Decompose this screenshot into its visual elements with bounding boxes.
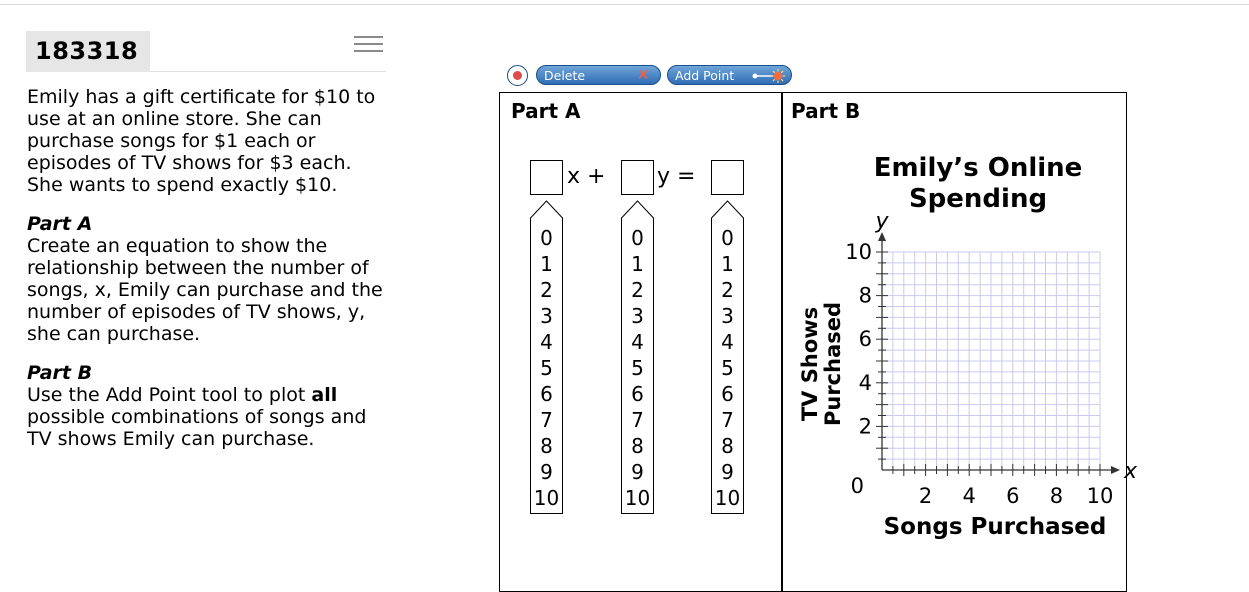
y-tick-label: 10: [845, 240, 872, 264]
spinner-option[interactable]: 6: [721, 382, 734, 406]
spinner-option[interactable]: 4: [721, 330, 734, 354]
x-tick-label: 10: [1086, 484, 1114, 508]
y-tick-label: 6: [858, 327, 872, 352]
spinner-option[interactable]: 3: [540, 304, 553, 328]
add-point-button[interactable]: [667, 65, 792, 85]
spinner-option[interactable]: 2: [631, 278, 644, 302]
part-b-text-pre: Use the Add Point tool to plot: [27, 384, 312, 406]
spinner-option[interactable]: 0: [540, 226, 553, 250]
spinner-option[interactable]: 10: [714, 486, 741, 510]
item-id: 183318: [26, 31, 150, 72]
x-tick-label: 2: [918, 484, 933, 508]
spinner-option[interactable]: 1: [631, 252, 644, 276]
spinner-option[interactable]: 9: [540, 460, 553, 484]
chart-title-line-1: Emily’s Online: [873, 153, 1083, 183]
chart-title-line-2: Spending: [908, 184, 1048, 214]
top-divider: [0, 4, 1249, 5]
hamburger-menu-icon[interactable]: [354, 36, 383, 54]
spinner-option[interactable]: 8: [631, 434, 644, 458]
part-b-text-bold: all: [311, 384, 338, 406]
question-stem: [27, 86, 392, 450]
spinner-option[interactable]: 4: [540, 330, 553, 354]
spinner-option[interactable]: 7: [631, 408, 644, 432]
x-tick-label: 8: [1049, 484, 1064, 508]
panel-divider: [781, 92, 783, 592]
spinner-option[interactable]: 6: [631, 382, 644, 406]
spinner-up-arrow-icon[interactable]: [621, 200, 654, 226]
spinner-option[interactable]: 7: [540, 408, 553, 432]
delete-label: Delete: [544, 68, 586, 83]
add-point-icon: [751, 68, 787, 84]
delete-button[interactable]: [536, 65, 661, 85]
part-b-text: [27, 384, 392, 450]
spinner-option[interactable]: 3: [721, 304, 734, 328]
spinner-option[interactable]: 6: [540, 382, 553, 406]
x-tick-label: 6: [1006, 484, 1020, 508]
x-axis-letter: x: [1124, 459, 1138, 484]
spinner-constant[interactable]: [711, 200, 744, 514]
spinner-option[interactable]: 2: [721, 278, 734, 302]
spinner-option[interactable]: 7: [721, 408, 734, 432]
part-b-heading: Part B: [27, 362, 93, 384]
spinner-option[interactable]: 3: [631, 304, 644, 328]
spinner-option[interactable]: 4: [631, 330, 644, 354]
y-axis-title-line-1: TV Shows: [798, 306, 822, 422]
y-axis-letter: y: [875, 209, 889, 234]
reset-icon[interactable]: [507, 65, 528, 86]
spinner-option[interactable]: 5: [721, 356, 734, 380]
spinner-option[interactable]: 10: [624, 486, 651, 510]
spinner-option[interactable]: 8: [721, 434, 734, 458]
spinner-option[interactable]: 0: [721, 226, 734, 250]
spinner-x-coefficient[interactable]: [530, 200, 563, 514]
part-a-label: Part A: [511, 99, 581, 123]
spinner-option[interactable]: 9: [721, 460, 734, 484]
delete-x-icon: ✕: [636, 65, 650, 84]
equation-term-y: y =: [657, 164, 696, 189]
spinner-option[interactable]: 1: [721, 252, 734, 276]
spinner-option[interactable]: 10: [533, 486, 560, 510]
y-tick-label: 2: [858, 414, 872, 439]
spinner-y-coefficient[interactable]: [621, 200, 654, 514]
spinner-option[interactable]: 2: [540, 278, 553, 302]
x-axis-arrow-icon: [1111, 466, 1120, 474]
equation-box-x-coefficient[interactable]: [530, 160, 563, 195]
coordinate-grid[interactable]: [830, 209, 1138, 515]
spinner-option[interactable]: 1: [540, 252, 553, 276]
y-tick-label: 8: [858, 283, 872, 308]
add-point-label: Add Point: [675, 68, 735, 83]
spinner-option[interactable]: 0: [631, 226, 644, 250]
equation-box-y-coefficient[interactable]: [621, 160, 654, 195]
x-tick-label: 4: [962, 484, 976, 508]
spinner-up-arrow-icon[interactable]: [711, 200, 744, 226]
spinner-option[interactable]: 9: [631, 460, 644, 484]
spinner-option[interactable]: 5: [540, 356, 553, 380]
item-id-rule: [150, 71, 386, 72]
equation-box-constant[interactable]: [711, 160, 744, 195]
spinner-up-arrow-icon[interactable]: [530, 200, 563, 226]
y-tick-label: 4: [858, 370, 872, 395]
part-b-text-post: possible combinations of songs and TV shows Emily can purchase.: [27, 406, 367, 450]
y-axis-title-line-2: Purchased: [821, 301, 845, 427]
equation-term-x: x +: [567, 164, 606, 189]
part-b-label: Part B: [791, 99, 861, 123]
chart-title: [860, 153, 1096, 215]
origin-label: 0: [850, 474, 864, 498]
stem-intro: Emily has a gift certificate for $10 to use at an online store. She can purchase songs for $1 each or episodes of TV shows for $3 each. She wants to spend exactly $10.: [27, 86, 376, 196]
part-a-text: Create an equation to show the relationship between the number of songs, x, Emily can purchase and the number of episodes of TV shows, y, she can purchase.: [27, 235, 383, 345]
spinner-option[interactable]: 8: [540, 434, 553, 458]
part-a-heading: Part A: [27, 213, 93, 235]
x-axis-title: Songs Purchased: [883, 514, 1107, 540]
spinner-option[interactable]: 5: [631, 356, 644, 380]
